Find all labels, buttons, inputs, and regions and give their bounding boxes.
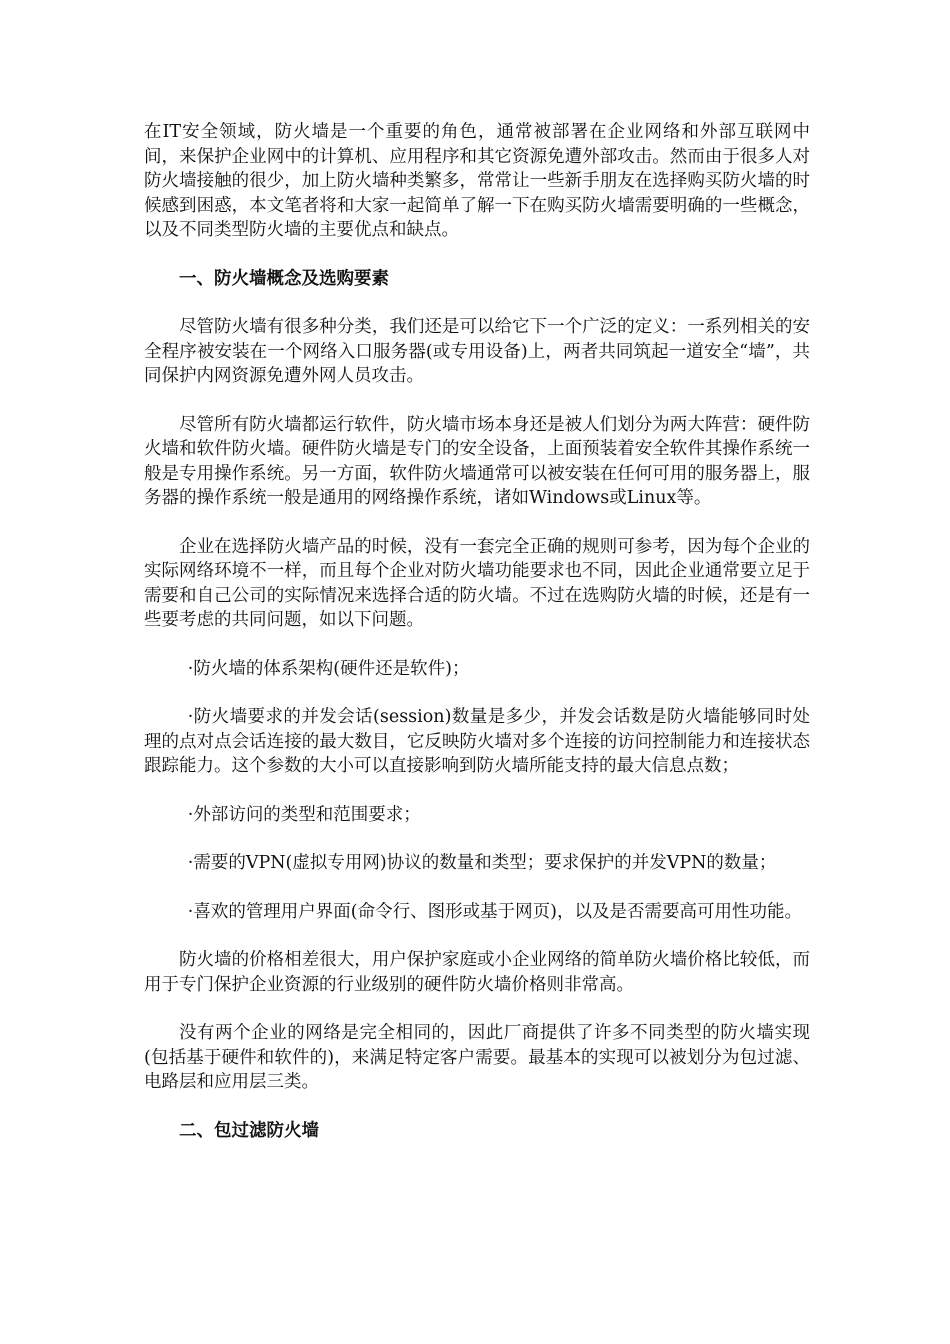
section-heading-2: 二、包过滤防火墙 (179, 1120, 319, 1141)
definition-paragraph: 尽管防火墙有很多种分类，我们还是可以给它下一个广泛的定义：一系列相关的安全程序被安装在一个网络入口服务器(或专用设备)上，两者共同筑起一道安全“墙”，共同保护内网资源免遭外网人员攻击。 (144, 317, 810, 386)
bullet-architecture: ·防火墙的体系架构(硬件还是软件)； (187, 658, 470, 679)
section-heading-1: 一、防火墙概念及选购要素 (179, 268, 389, 289)
intro-paragraph: 在IT安全领域，防火墙是一个重要的角色，通常被部署在企业网络和外部互联网中间，来保护企业网中的计算机、应用程序和其它资源免遭外部攻击。然而由于很多人对防火墙接触的很少，加上防火墙种类繁多，常常让一些新手朋友在选择购买防火墙的时候感到困惑，本文笔者将和大家一起简单了解一下在购买防火墙需要明确的一些概念，以及不同类型防火墙的主要优点和缺点。 (144, 122, 810, 240)
bullet-sessions: ·防火墙要求的并发会话(session)数量是多少，并发会话数是防火墙能够同时处理的点对点会话连接的最大数目，它反映防火墙对多个连接的访问控制能力和连接状态跟踪能力。这个参数的大小可以直接影响到防火墙所能支持的最大信息点数； (144, 707, 810, 776)
bullet-management-ui: ·喜欢的管理用户界面(命令行、图形或基于网页)，以及是否需要高可用性功能。 (187, 901, 802, 922)
selection-paragraph: 企业在选择防火墙产品的时候，没有一套完全正确的规则可参考，因为每个企业的实际网络环境不一样，而且每个企业对防火墙功能要求也不同，因此企业通常要立足于需要和自己公司的实际情况来选择合适的防火墙。不过在选购防火墙的时候，还是有一些要考虑的共同问题，如以下问题。 (144, 536, 810, 630)
hardware-software-paragraph: 尽管所有防火墙都运行软件，防火墙市场本身还是被人们划分为两大阵营：硬件防火墙和软件防火墙。硬件防火墙是专门的安全设备，上面预装着安全软件其操作系统一般是专用操作系统。另一方面，软件防火墙通常可以被安装在任何可用的服务器上，服务器的操作系统一般是通用的网络操作系统，诸如Windows或Linux等。 (144, 414, 810, 508)
document-body (144, 120, 810, 1167)
bullet-vpn: ·需要的VPN(虚拟专用网)协议的数量和类型；要求保护的并发VPN的数量； (187, 853, 777, 873)
price-paragraph: 防火墙的价格相差很大，用户保护家庭或小企业网络的简单防火墙价格比较低，而用于专门保护企业资源的行业级别的硬件防火墙价格则非常高。 (144, 950, 810, 995)
bullet-external-access: ·外部访问的类型和范围要求； (187, 804, 421, 825)
implementation-paragraph: 没有两个企业的网络是完全相同的，因此厂商提供了许多不同类型的防火墙实现(包括基于硬件和软件的)，来满足特定客户需要。最基本的实现可以被划分为包过滤、电路层和应用层三类。 (144, 1023, 810, 1092)
